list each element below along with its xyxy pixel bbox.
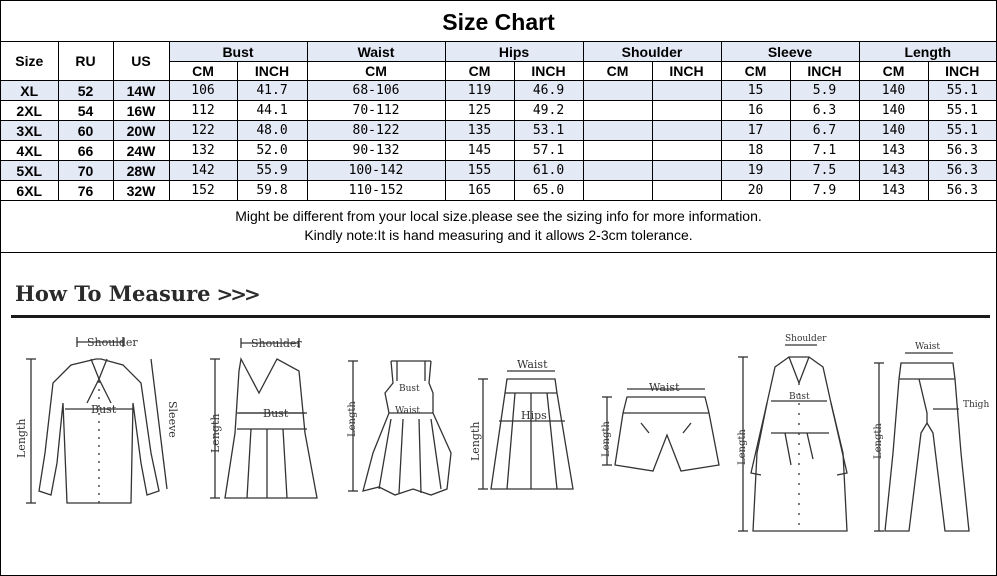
table-cell: 14W (113, 81, 169, 101)
table-cell: 24W (113, 141, 169, 161)
label-length-2: Length (209, 413, 222, 453)
label-shoulder-2: Shoulder (251, 337, 302, 350)
label-shoulder-1: Shoulder (87, 336, 138, 349)
table-cell: 80-122 (307, 121, 445, 141)
table-row (1, 81, 996, 101)
table-cell: 56.3 (928, 161, 996, 181)
label-length-3: Length (347, 401, 358, 437)
subheader-cell: INCH (790, 62, 859, 81)
table-cell: 55.1 (928, 101, 996, 121)
table-cell: 152 (169, 181, 237, 201)
label-bust-2: Bust (263, 407, 289, 420)
table-cell: 76 (58, 181, 113, 201)
table-cell: 49.2 (514, 101, 583, 121)
header-us: US (113, 42, 169, 81)
label-sleeve-1: Sleeve (166, 401, 179, 438)
note-line: Kindly note:It is hand measuring and it allows 2-3cm tolerance. (304, 227, 693, 243)
table-cell: 55.1 (928, 81, 996, 101)
how-to-measure-section (1, 253, 996, 568)
header-waist: Waist (307, 42, 445, 62)
skirt-illustration (478, 371, 573, 489)
table-cell: 20W (113, 121, 169, 141)
table-cell: 140 (859, 121, 928, 141)
table-cell: 3XL (1, 121, 58, 141)
table-cell: 132 (169, 141, 237, 161)
subheader-cell: CM (721, 62, 790, 81)
label-length-1: Length (15, 418, 28, 458)
subheader-cell: INCH (237, 62, 307, 81)
table-cell: 28W (113, 161, 169, 181)
triple-arrow-icon: >>> (216, 282, 258, 306)
table-cell: 110-152 (307, 181, 445, 201)
table-row (1, 101, 996, 121)
table-cell: 155 (445, 161, 514, 181)
label-bust-6: Bust (789, 392, 810, 402)
how-to-measure-heading: How To Measure (15, 281, 211, 306)
subheader-cell: CM (169, 62, 237, 81)
table-cell: 135 (445, 121, 514, 141)
table-cell: 143 (859, 181, 928, 201)
subheader-cell: CM (859, 62, 928, 81)
subheader-cell: CM (583, 62, 652, 81)
table-cell (583, 161, 652, 181)
table-cell: 52.0 (237, 141, 307, 161)
table-cell: 59.8 (237, 181, 307, 201)
table-cell (583, 101, 652, 121)
table-cell: 143 (859, 141, 928, 161)
table-cell: 100-142 (307, 161, 445, 181)
table-cell: 56.3 (928, 141, 996, 161)
label-length-4: Length (469, 421, 482, 461)
label-waist-3: Waist (395, 406, 420, 416)
table-cell: 7.1 (790, 141, 859, 161)
size-table (1, 42, 996, 201)
table-row (1, 121, 996, 141)
label-length-5: Length (601, 421, 612, 457)
table-cell: 16W (113, 101, 169, 121)
table-cell: 16 (721, 101, 790, 121)
note-line: Might be different from your local size.please see the sizing info for more information. (235, 208, 762, 224)
label-waist-7: Waist (915, 342, 940, 352)
garment-illustrations (1, 253, 996, 568)
table-cell: 60 (58, 121, 113, 141)
size-rows (1, 81, 996, 201)
label-waist-5: Waist (649, 381, 680, 394)
label-thigh-7: Thigh (963, 400, 990, 410)
label-bust-3: Bust (399, 384, 420, 394)
label-waist-4: Waist (517, 358, 548, 371)
table-row (1, 141, 996, 161)
header-length: Length (859, 42, 996, 62)
table-cell (583, 181, 652, 201)
table-cell: 7.9 (790, 181, 859, 201)
blouse-illustration (26, 337, 167, 503)
table-cell: 65.0 (514, 181, 583, 201)
table-cell: 6.7 (790, 121, 859, 141)
table-cell: 70-112 (307, 101, 445, 121)
table-cell: 53.1 (514, 121, 583, 141)
table-cell: 52 (58, 81, 113, 101)
table-cell (583, 141, 652, 161)
table-cell: 57.1 (514, 141, 583, 161)
label-hips-4: Hips (521, 409, 547, 422)
subheader-cell: CM (445, 62, 514, 81)
header-shoulder: Shoulder (583, 42, 721, 62)
dress-illustration (348, 361, 451, 495)
table-cell: 4XL (1, 141, 58, 161)
coat-illustration (738, 345, 847, 531)
table-cell: 55.9 (237, 161, 307, 181)
subheader-cell: INCH (514, 62, 583, 81)
subheader-cell: INCH (928, 62, 996, 81)
header-size: Size (1, 42, 58, 81)
subheader-cell: CM (307, 62, 445, 81)
table-cell (652, 161, 721, 181)
pants-illustration (874, 353, 969, 531)
table-cell: 18 (721, 141, 790, 161)
table-cell: 44.1 (237, 101, 307, 121)
table-cell: 19 (721, 161, 790, 181)
table-cell: 56.3 (928, 181, 996, 201)
label-bust-1: Bust (91, 403, 117, 416)
table-cell: 140 (859, 81, 928, 101)
table-cell: 2XL (1, 101, 58, 121)
table-cell: 41.7 (237, 81, 307, 101)
label-length-6: Length (737, 429, 748, 465)
table-cell (652, 81, 721, 101)
table-cell: 5XL (1, 161, 58, 181)
table-cell (583, 121, 652, 141)
table-cell: 48.0 (237, 121, 307, 141)
subheader-cell: INCH (652, 62, 721, 81)
label-shoulder-6: Shoulder (785, 334, 827, 344)
table-cell: 15 (721, 81, 790, 101)
table-cell: 143 (859, 161, 928, 181)
table-cell: 142 (169, 161, 237, 181)
table-cell: 55.1 (928, 121, 996, 141)
table-cell: 112 (169, 101, 237, 121)
table-cell: 32W (113, 181, 169, 201)
table-cell: 46.9 (514, 81, 583, 101)
table-cell: 7.5 (790, 161, 859, 181)
table-cell: 122 (169, 121, 237, 141)
table-row (1, 181, 996, 201)
table-cell: 61.0 (514, 161, 583, 181)
table-cell: 6XL (1, 181, 58, 201)
label-length-7: Length (873, 423, 884, 459)
header-bust: Bust (169, 42, 307, 62)
table-cell: 165 (445, 181, 514, 201)
table-cell: 5.9 (790, 81, 859, 101)
header-sleeve: Sleeve (721, 42, 859, 62)
table-cell: 20 (721, 181, 790, 201)
table-cell: 145 (445, 141, 514, 161)
table-cell (583, 81, 652, 101)
page-title: Size Chart (1, 1, 996, 42)
table-cell: 90-132 (307, 141, 445, 161)
table-cell: 119 (445, 81, 514, 101)
table-cell (652, 181, 721, 201)
table-cell: 106 (169, 81, 237, 101)
table-cell: XL (1, 81, 58, 101)
table-cell: 6.3 (790, 101, 859, 121)
shorts-illustration (602, 389, 719, 471)
table-cell: 125 (445, 101, 514, 121)
table-cell (652, 121, 721, 141)
header-ru: RU (58, 42, 113, 81)
table-cell: 70 (58, 161, 113, 181)
table-cell: 66 (58, 141, 113, 161)
table-cell: 68-106 (307, 81, 445, 101)
header-hips: Hips (445, 42, 583, 62)
size-notes (1, 201, 996, 253)
table-cell (652, 101, 721, 121)
table-cell: 140 (859, 101, 928, 121)
table-cell (652, 141, 721, 161)
table-row (1, 161, 996, 181)
table-cell: 54 (58, 101, 113, 121)
table-cell: 17 (721, 121, 790, 141)
